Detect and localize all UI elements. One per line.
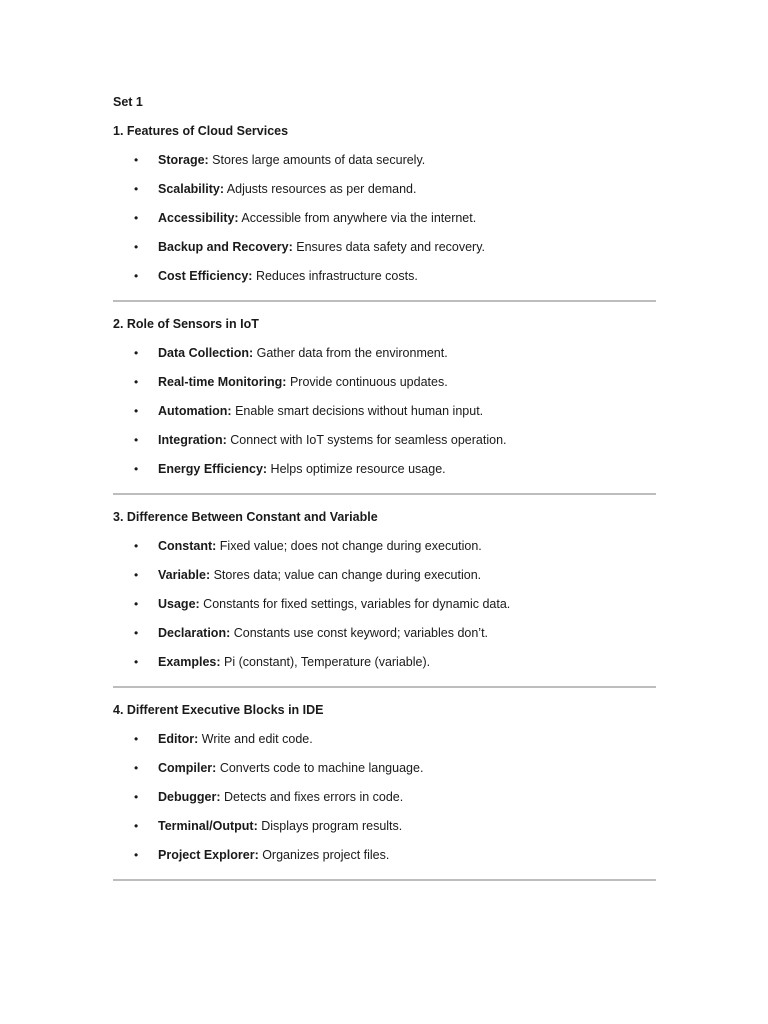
section-divider — [113, 493, 656, 495]
section-heading: 3. Difference Between Constant and Variable — [113, 510, 378, 524]
list-item — [113, 343, 656, 363]
item-term: Real-time Monitoring: — [158, 375, 287, 389]
bullet-icon: • — [134, 848, 139, 862]
bullet-list — [113, 343, 656, 479]
list-item — [113, 372, 656, 392]
bullet-icon: • — [134, 761, 139, 775]
list-item — [113, 816, 656, 836]
item-term: Storage: — [158, 153, 209, 167]
bullet-icon: • — [134, 539, 139, 553]
list-item — [113, 150, 656, 170]
item-term: Constant: — [158, 539, 217, 553]
section-heading: 1. Features of Cloud Services — [113, 124, 289, 138]
list-item — [113, 787, 656, 807]
section-cloud-features — [113, 121, 656, 302]
item-text: Stores large amounts of data securely. — [208, 153, 426, 167]
list-item — [113, 758, 656, 778]
item-text: Reduces infrastructure costs. — [252, 269, 418, 283]
item-text: Write and edit code. — [198, 732, 313, 746]
bullet-icon: • — [134, 655, 139, 669]
item-text: Organizes project files. — [258, 848, 390, 862]
bullet-icon: • — [134, 790, 139, 804]
list-item — [113, 401, 656, 421]
item-term: Declaration: — [158, 626, 231, 640]
item-text: Displays program results. — [257, 819, 403, 833]
item-term: Accessibility: — [158, 211, 239, 225]
bullet-icon: • — [134, 568, 139, 582]
item-text: Detects and fixes errors in code. — [220, 790, 404, 804]
item-term: Compiler: — [158, 761, 217, 775]
section-divider — [113, 300, 656, 302]
list-item — [113, 845, 656, 865]
bullet-icon: • — [134, 462, 139, 476]
section-constant-variable — [113, 507, 656, 688]
bullet-icon: • — [134, 404, 139, 418]
bullet-list — [113, 150, 656, 286]
list-item — [113, 652, 656, 672]
item-term: Scalability: — [158, 182, 224, 196]
list-item — [113, 623, 656, 643]
set-title: Set 1 — [113, 95, 143, 109]
bullet-list — [113, 536, 656, 672]
bullet-icon: • — [134, 819, 139, 833]
item-term: Cost Efficiency: — [158, 269, 253, 283]
item-text: Accessible from anywhere via the internet. — [238, 211, 477, 225]
item-text: Provide continuous updates. — [286, 375, 448, 389]
item-term: Usage: — [158, 597, 200, 611]
bullet-icon: • — [134, 211, 139, 225]
item-term: Energy Efficiency: — [158, 462, 268, 476]
item-term: Data Collection: — [158, 346, 254, 360]
section-divider — [113, 686, 656, 688]
list-item — [113, 459, 656, 479]
item-term: Backup and Recovery: — [158, 240, 293, 254]
item-text: Ensures data safety and recovery. — [292, 240, 486, 254]
item-text: Enable smart decisions without human input. — [231, 404, 484, 418]
section-heading: 4. Different Executive Blocks in IDE — [113, 703, 324, 717]
bullet-icon: • — [134, 375, 139, 389]
document-page — [113, 92, 656, 893]
list-item — [113, 208, 656, 228]
item-text: Connect with IoT systems for seamless operation. — [226, 433, 507, 447]
item-text: Helps optimize resource usage. — [267, 462, 446, 476]
bullet-icon: • — [134, 433, 139, 447]
bullet-list — [113, 729, 656, 865]
section-divider — [113, 879, 656, 881]
bullet-icon: • — [134, 597, 139, 611]
item-text: Constants use const keyword; variables don’t. — [230, 626, 489, 640]
list-item — [113, 565, 656, 585]
section-heading: 2. Role of Sensors in IoT — [113, 317, 259, 331]
item-term: Variable: — [158, 568, 211, 582]
item-term: Project Explorer: — [158, 848, 259, 862]
bullet-icon: • — [134, 269, 139, 283]
bullet-icon: • — [134, 182, 139, 196]
list-item — [113, 237, 656, 257]
item-text: Constants for fixed settings, variables for dynamic data. — [199, 597, 511, 611]
item-text: Converts code to machine language. — [216, 761, 424, 775]
list-item — [113, 594, 656, 614]
item-text: Gather data from the environment. — [253, 346, 448, 360]
bullet-icon: • — [134, 240, 139, 254]
item-term: Automation: — [158, 404, 232, 418]
item-text: Fixed value; does not change during execution. — [216, 539, 482, 553]
bullet-icon: • — [134, 732, 139, 746]
item-term: Terminal/Output: — [158, 819, 258, 833]
section-ide-blocks — [113, 700, 656, 881]
item-term: Debugger: — [158, 790, 221, 804]
item-text: Pi (constant), Temperature (variable). — [220, 655, 431, 669]
section-iot-sensors — [113, 314, 656, 495]
bullet-icon: • — [134, 346, 139, 360]
item-term: Examples: — [158, 655, 221, 669]
list-item — [113, 266, 656, 286]
item-text: Adjusts resources as per demand. — [224, 182, 417, 196]
item-text: Stores data; value can change during execution. — [210, 568, 482, 582]
list-item — [113, 729, 656, 749]
list-item — [113, 179, 656, 199]
item-term: Integration: — [158, 433, 227, 447]
bullet-icon: • — [134, 153, 139, 167]
list-item — [113, 430, 656, 450]
bullet-icon: • — [134, 626, 139, 640]
list-item — [113, 536, 656, 556]
item-term: Editor: — [158, 732, 199, 746]
